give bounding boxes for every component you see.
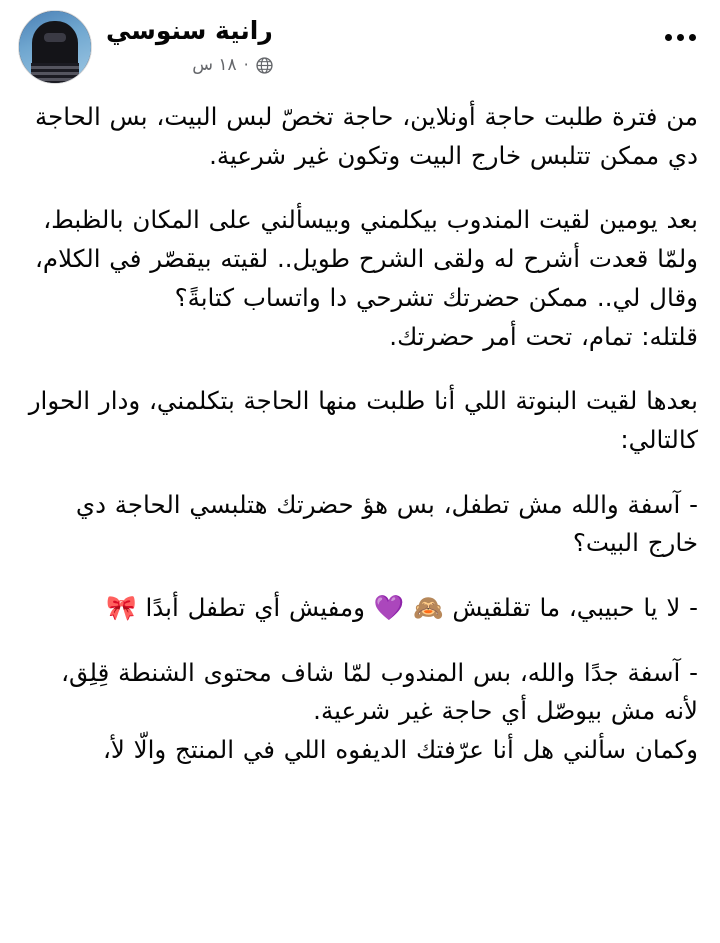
post-identity	[18, 10, 658, 84]
globe-icon[interactable]	[256, 57, 273, 74]
post-header	[0, 0, 720, 98]
meta-separator: ·	[243, 55, 249, 74]
ellipsis-icon	[665, 34, 696, 41]
post-paragraph: بعد يومين لقيت المندوب بيكلمني وبيسألني على المكان بالظبط، ولمّا قعدت أشرح له ولقى الشرح طويل.. لقيته بيقصّر في الكلام، وقال لي.. ممكن حضرتك تشرحي دا واتساب كتابةً؟	[35, 205, 698, 312]
post-paragraph: - لا يا حبيبي، ما تقلقيش 🙈 💜 ومفيش أي تطفل أبدًا 🎀	[106, 593, 698, 623]
post-options-button[interactable]	[658, 20, 702, 54]
post-paragraph: - آسفة والله مش تطفل، بس هؤ حضرتك هتلبسي الحاجة دي خارج البيت؟	[75, 489, 698, 558]
avatar-face	[44, 33, 66, 42]
author-block	[106, 10, 273, 75]
avatar-pattern	[31, 63, 79, 83]
avatar[interactable]	[18, 10, 92, 84]
post-paragraph: - آسفة جدًا والله، بس المندوب لمّا شاف محتوى الشنطة قِلِق، لأنه مش بيوصّل أي حاجة غير شرعية.	[61, 657, 698, 726]
post-paragraph: من فترة طلبت حاجة أونلاين، حاجة تخصّ لبس البيت، بس الحاجة دي ممكن تتلبس خارج البيت وتكون غير شرعية.	[34, 102, 698, 170]
post-paragraph: قلتله: تمام، تحت أمر حضرتك.	[389, 321, 698, 351]
post-meta	[192, 55, 273, 75]
post-timestamp[interactable]: ١٨ س	[192, 55, 237, 75]
post-text	[0, 98, 720, 943]
post-paragraph: بعدها لقيت البنوتة اللي أنا طلبت منها الحاجة بتكلمني، ودار الحوار كالتالي:	[28, 386, 698, 454]
author-name[interactable]: رانية سنوسي	[106, 16, 273, 45]
post-paragraph: وكمان سألني هل أنا عرّفتك الديفوه اللي في المنتج والّا لأ،	[102, 735, 698, 765]
